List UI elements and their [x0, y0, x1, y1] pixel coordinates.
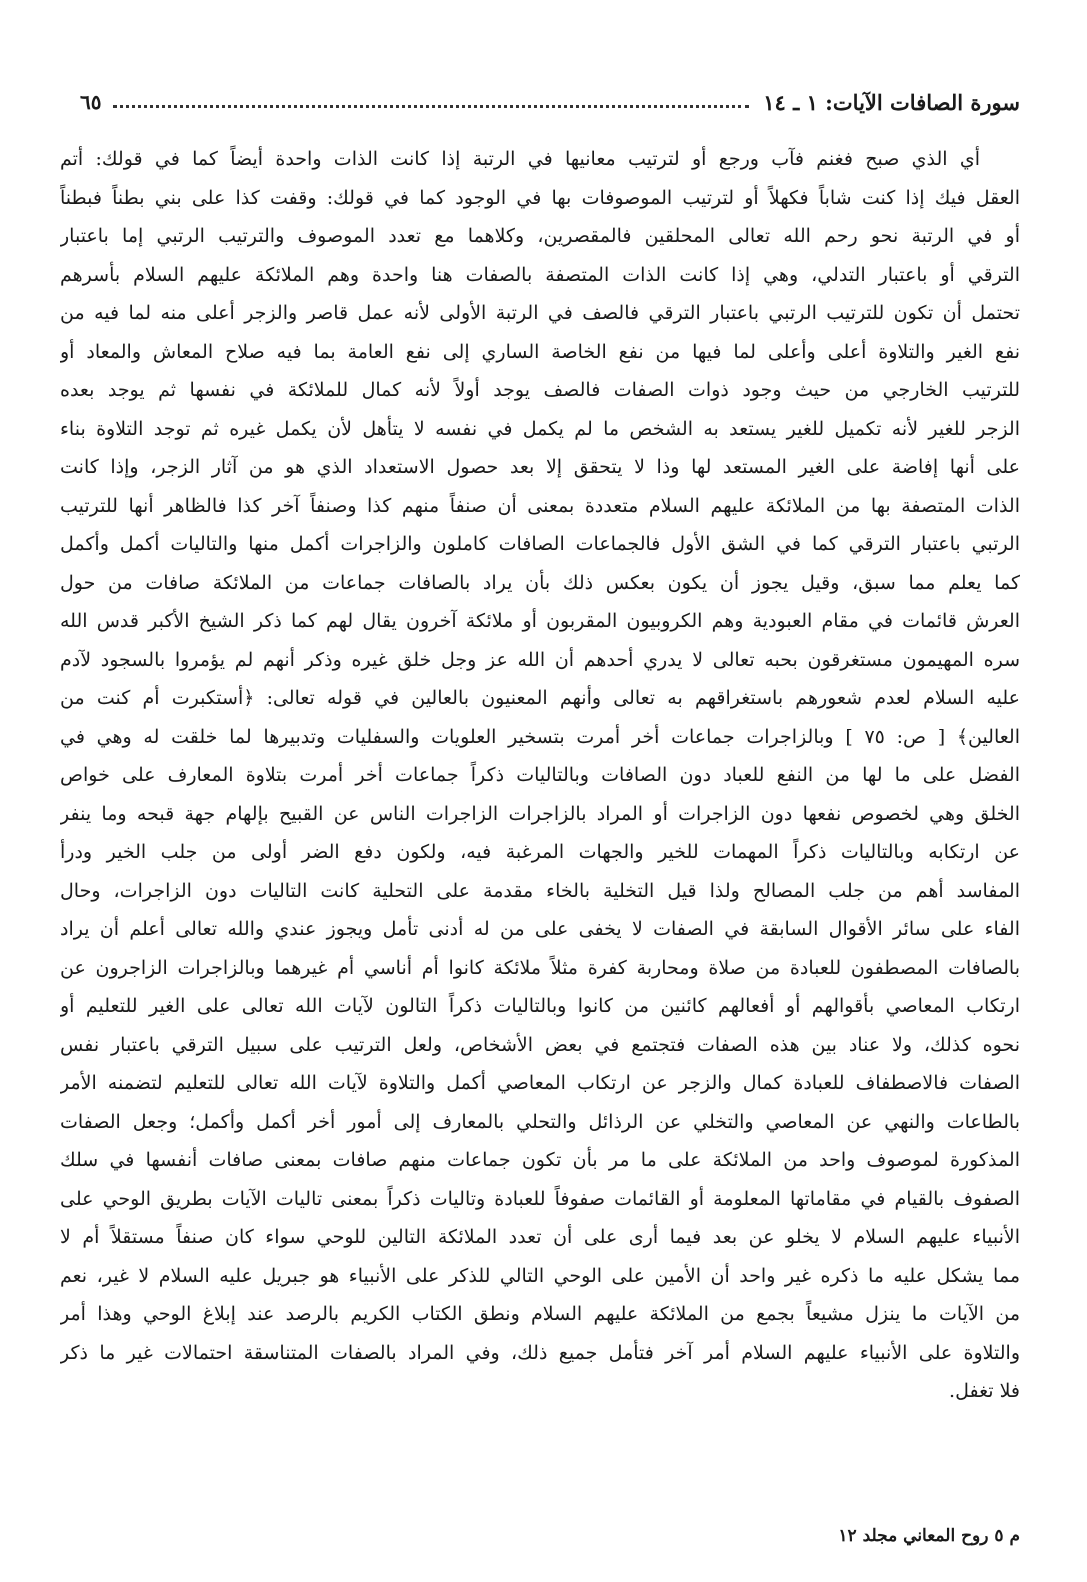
- text-line: أو في الرتبة نحو رحم الله تعالى المحلقين فالمقصرين، وكلاهما مع تعدد الموصوف والترتيب الرتبي إما باعتبار: [60, 225, 1020, 247]
- text-line: كما يعلم مما سبق، وقيل يجوز أن يكون بعكس ذلك بأن يراد بالصافات جماعات من الملائكة صافات من حول: [60, 571, 1020, 594]
- text-line: العرش قائمات في مقام العبودية وهم الكروبيون المقربون أو ملائكة آخرون يقال لهم كما ذكر الشيخ الأكبر قدس الله: [60, 610, 1020, 632]
- surah-title: سورة الصافات الآيات: ١ ـ ١٤: [763, 89, 1020, 115]
- text-line: بالصافات المصطفون للعبادة من صلاة ومحاربة كفرة مثلاً ملائكة كانوا أم أناسي أم غيرهما وبالزاجرات الزاجرون عن: [60, 956, 1020, 979]
- text-line: الذات المتصفة بها من الملائكة عليهم السلام متعددة بمعنى أن صنفاً منهم كذا وصنفاً آخر كذا فالظاهر أنها للترتيب: [60, 494, 1020, 517]
- text-line: الأنبياء عليهم السلام لا يخلو عن بعد فيما أرى على أن تعدد الملائكة التالين للوحي سواء كان صنفاً مستقلاً أم لا: [60, 1226, 1020, 1248]
- page-footer-signature: م ٥ روح المعاني مجلد ١٢: [838, 1526, 1020, 1546]
- book-page: [60, 70, 1020, 1560]
- text-line: الترقي أو باعتبار التدلي، وهي إذا كانت الذات المتصفة بالصفات هنا واحدة وهم الملائكة عليهم السلام بأسرهم: [60, 263, 1020, 286]
- text-line: الخلق وهي لخصوص نفعها دون الزاجرات أو المراد بالزاجرات الزاجرات الناس عن القبيح بإلهام جهة قبحه وما ينفر: [60, 802, 1020, 825]
- text-line: والتلاوة على الأنبياء عليهم السلام أمر آخر فتأمل جميع ذلك، وفي المراد بالصفات المتناسقة احتمالات غير ما ذكر: [60, 1341, 1020, 1364]
- text-line: سره المهيمون مستغرقون بحبه تعالى لا يدري أحدهم أن الله عز وجل خلق غيره وذكر أنهم لم يؤمروا بالسجود لآدم: [60, 648, 1020, 671]
- text-line: مما يشكل عليه ما ذكره غير واحد أن الأمين على الوحي التالي للذكر على الأنبياء هو جبريل عليه السلام لا غير، نعم: [60, 1264, 1020, 1287]
- text-line: على أنها إفاضة على الغير المستعد لها وذا لا يتحقق إلا بعد حصول الاستعداد الذي هو من آثار الزجر، وإذا كانت: [60, 456, 1020, 478]
- text-line: أي الذي صبح فغنم فآب ورجع أو لترتيب معانيها في الرتبة إذا كانت الذات واحدة أيضاً كما في قولك: أتم: [60, 148, 980, 170]
- text-line: ارتكاب المعاصي بأقوالهم أو أفعالهم كائنين من كانوا وبالتاليات ذكراً التالون لآيات الله تعالى على الغير للتعليم أو: [60, 995, 1020, 1017]
- text-line: الفضل على ما لها من النفع للعباد دون الصافات وبالتاليات ذكراً جماعات أخر أمرت بتلاوة المعارف على خواص: [60, 764, 1020, 786]
- text-line: نفع الغير والتلاوة أعلى وأعلى لما فيها من نفع الخاصة الساري إلى نفع العامة بما فيه صلاح المعاش والمعاد أو: [60, 340, 1020, 363]
- text-line: عليه السلام لعدم شعورهم باستغراقهم به تعالى وأنهم المعنيون بالعالين في قوله تعالى: ﴿أستكبرت أم كنت من: [60, 687, 1020, 709]
- text-line: من الآيات ما ينزل مشيعاً بجمع من الملائكة عليهم السلام ونطق الكتاب الكريم بالرصد عند إبلاغ الوحي وهذا أمر: [60, 1303, 1020, 1325]
- body-text: [60, 140, 1020, 1411]
- page-header: [60, 82, 1020, 122]
- text-line: الصفوف بالقيام في مقاماتها المعلومة أو القائمات صفوفاً للعبادة وتاليات ذكراً بمعنى تاليات الآيات بطريق الوحي على: [60, 1187, 1020, 1210]
- text-line: المفاسد أهم من جلب المصالح ولذا قيل التخلية بالخاء مقدمة على التحلية كانت التاليات دون الزاجرات، وحال: [60, 879, 1020, 902]
- header-dotted-leader: [113, 105, 749, 108]
- text-line: نحوه كذلك، ولا عناد بين هذه الصفات فتجتمع في بعض الأشخاص، ولعل الترتيب على سبيل الترقي باعتبار نفس: [60, 1033, 1020, 1056]
- text-line: عن ارتكابه وبالتاليات ذكراً المهمات للخير والجهات المرغبة فيه، ولكون دفع الضر أولى من جلب الخير ودرأ: [60, 841, 1020, 863]
- text-line: الرتبي باعتبار الترقي كما في الشق الأول فالجماعات الصافات كاملون والزاجرات أكمل منها والتاليات أكمل وأكمل: [60, 533, 1020, 555]
- text-line: للترتيب الخارجي من حيث وجود ذوات الصفات فالصف يوجد أولاً لأنه كمال للملائكة في نفسها ثم يوجد بعده: [60, 379, 1020, 401]
- text-line: العالين﴾ [ ص: ٧٥ ] وبالزاجرات جماعات أخر أمرت بتسخير العلويات والسفليات وتدبيرها لما خلقت له وهي في: [60, 725, 1020, 748]
- text-line: تحتمل أن تكون للترتيب الرتبي باعتبار الترقي فالصف في الرتبة الأولى لأنه عمل قاصر والزجر أعلى منه لما فيه من: [60, 302, 1020, 324]
- page-number: ٦٥: [80, 90, 102, 114]
- text-line-last: فلا تغفل.: [949, 1380, 1020, 1402]
- text-line: الفاء على سائر الأقوال السابقة في الصفات لا يخفى على من له أدنى تأمل ويجوز عندي والله تعالى أعلم أن يراد: [60, 918, 1020, 940]
- text-line: العقل فيك إذا كنت شاباً فكهلاً أو لترتيب الموصوفات بها في الوجود كما في قولك: وقفت كذا على بني بطناً فبطناً: [60, 186, 1020, 209]
- text-line: المذكورة لموصوف واحد من الملائكة على ما مر بأن تكون جماعات منهم صافات بمعنى صافات أنفسها في سلك: [60, 1149, 1020, 1171]
- text-line: الزجر للغير لأنه تكميل للغير يستعد به الشخص ما لم يكمل في نفسه لا يتأهل لأن يكمل غيره ثم توجد التلاوة بناء: [60, 417, 1020, 440]
- text-line: الصفات فالاصطفاف للعبادة كمال والزجر عن ارتكاب المعاصي أكمل والتلاوة لآيات الله تعالى للتعليم لتضمنه الأمر: [60, 1072, 1020, 1094]
- text-line: بالطاعات والنهي عن المعاصي والتخلي عن الرذائل والتحلي بالمعارف إلى أمور أخر أكمل وأكمل؛ وجعل الصفات: [60, 1110, 1020, 1133]
